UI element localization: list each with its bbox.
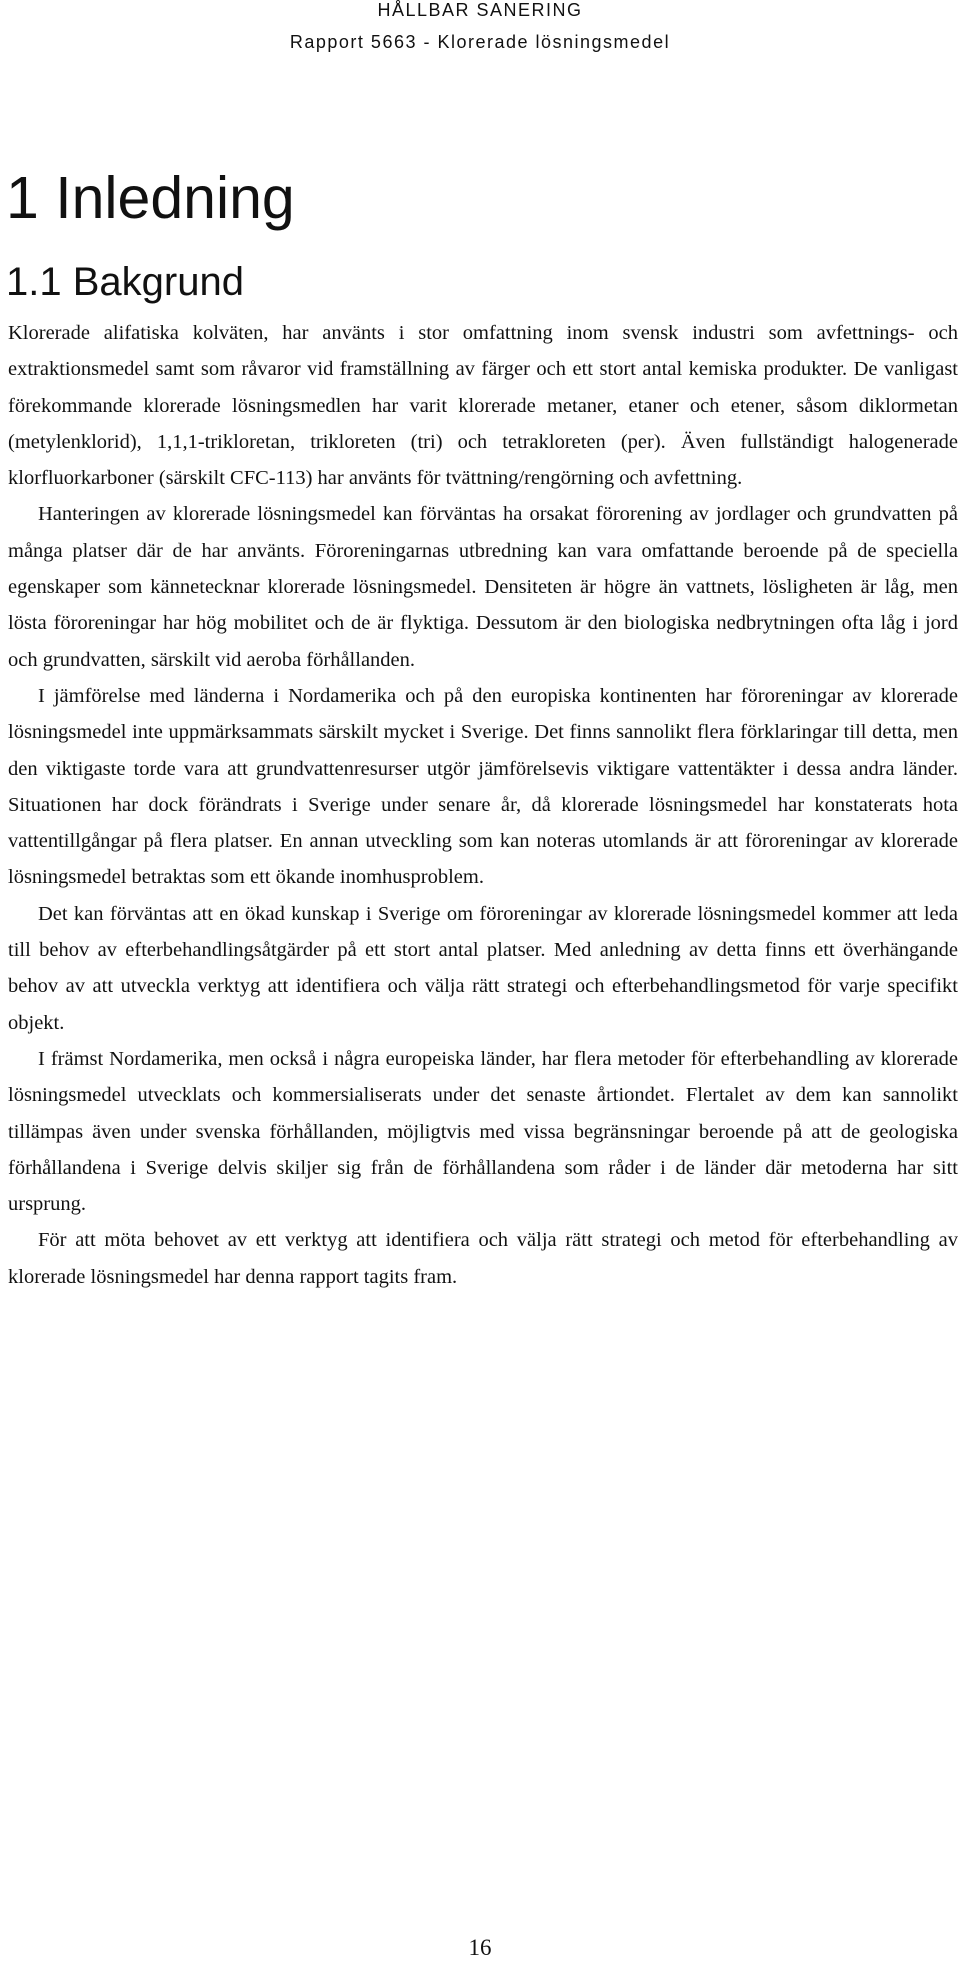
paragraph: Klorerade alifatiska kolväten, har använts i stor omfattning inom svensk industri som avfettnings- och extraktionsmedel samt som råvaror vid framställning av färger och ett stort antal kemiska produkter. De vanligast förekommande klorerade lösningsmedlen har varit klorerade metaner, etaner och etener, såsom diklormetan (metylenklorid), 1,1,1-trikloretan, trikloreten (tri) och tetrakloreten (per). Även fullständigt halogenerade klorfluorkarboner (särskilt CFC-113) har använts för tvättning/rengörning och avfettning.	[8, 322, 958, 490]
paragraph: Det kan förväntas att en ökad kunskap i Sverige om föroreningar av klorerade lösningsmedel kommer att leda till behov av efterbehandlingsåtgärder på ett stort antal platser. Med anledning av detta finns ett överhängande behov av att utveckla verktyg att identifiera och välja rätt strategi och efterbehandlingsmetod för varje specifikt objekt.	[8, 902, 958, 1034]
paragraph: I främst Nordamerika, men också i några europeiska länder, har flera metoder för efterbehandling av klorerade lösningsmedel utvecklats och kommersialiserats under det senaste årtiondet. Flertalet av dem kan sannolikt tillämpas även under svenska förhållanden, möjligtvis med vissa begränsningar beroende på att de geologiska förhållandena i Sverige delvis skiljer sig från de förhållandena som råder i de länder där metoderna har sitt ursprung.	[8, 1047, 958, 1216]
page-number: 16	[468, 1935, 492, 1960]
section-heading: 1.1 Bakgrund	[6, 260, 244, 304]
chapter-heading: 1 Inledning	[6, 165, 295, 231]
header-title: HÅLLBAR SANERING	[377, 0, 583, 20]
paragraph: I jämförelse med länderna i Nordamerika och på den europiska kontinenten har föroreningar av klorerade lösningsmedel inte uppmärksammats särskilt mycket i Sverige. Det finns sannolikt flera förklaringar till detta, men den viktigaste torde vara att grundvattenresurser utgör jämförelsevis viktigare vattentäkter i dessa andra länder. Situationen har dock förändrats i Sverige under senare år, då klorerade lösningsmedel har konstaterats hota vattentillgångar på flera platser. En annan utveckling som kan noteras utomlands är att föroreningar av klorerade lösningsmedel betraktas som ett ökande inomhusproblem.	[8, 684, 958, 889]
header-subtitle: Rapport 5663 - Klorerade lösningsmedel	[289, 32, 671, 52]
paragraph: Hanteringen av klorerade lösningsmedel kan förväntas ha orsakat förorening av jordlager och grundvatten på många platser där de har använts. Föroreningarnas utbredning kan vara omfattande beroende på de speciella egenskaper som kännetecknar klorerade lösningsmedel. Densiteten är högre än vattnets, lösligheten är låg, men lösta föroreningar har hög mobilitet och de är flyktiga. Dessutom är den biologiska nedbrytningen ofta låg i jord och grundvatten, särskilt vid aeroba förhållanden.	[8, 503, 958, 671]
body-text	[8, 315, 958, 1295]
paragraph: För att möta behovet av ett verktyg att identifiera och välja rätt strategi och metod för efterbehandling av klorerade lösningsmedel har denna rapport tagits fram.	[8, 1229, 958, 1288]
